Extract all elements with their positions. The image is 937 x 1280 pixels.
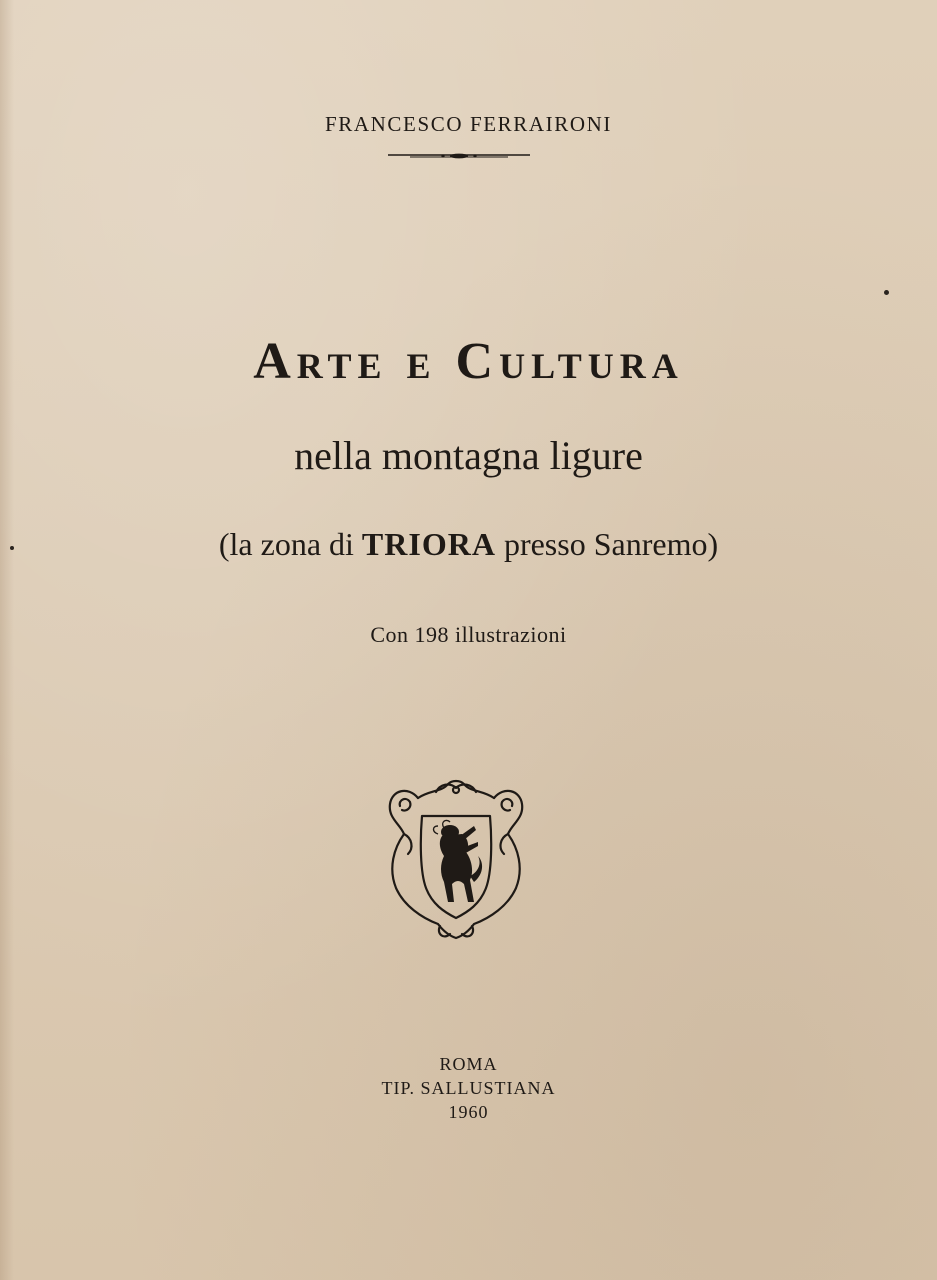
book-title: Arte e Cultura (253, 333, 684, 390)
author-name: FRANCESCO FERRAIRONI (325, 112, 612, 136)
book-location-line (0, 528, 937, 560)
imprint-city: ROMA (439, 1054, 498, 1074)
book-subtitle: nella montagna ligure (294, 433, 643, 478)
ornamental-rule-icon (388, 148, 530, 162)
imprint-year: 1960 (448, 1102, 489, 1122)
location-place: TRIORA (361, 526, 496, 562)
location-prefix: (la zona di (218, 526, 354, 562)
rampant-lion-crest-icon (378, 776, 534, 942)
location-suffix: presso Sanremo) (503, 526, 719, 562)
imprint-publisher: TIP. SALLUSTIANA (381, 1078, 556, 1098)
publisher-imprint (0, 1052, 937, 1124)
illustrations-note: Con 198 illustrazioni (370, 622, 567, 647)
paper-speck (884, 290, 889, 295)
